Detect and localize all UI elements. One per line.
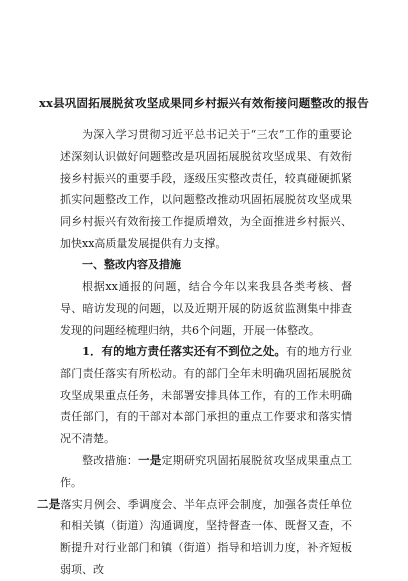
measures-paragraph <box>37 450 353 581</box>
section-paragraph: 根据xx通报的问题，结合今年以来我县各类考核、督导、暗访发现的问题，以及近期开展的防返贫监测集中排查发现的问题经梳理归纳，共6个问题，开展一体整改。 <box>60 280 352 337</box>
intro-paragraph: 为深入学习贯彻习近平总书记关于“三农”工作的重要论述深刻认识做好问题整改是巩固拓展脱贫攻坚成果、有效衔接乡村振兴的重要手段，逐级压实整改责任，较真碰硬抓紧抓实问题整改工作，以问题整改推动巩固拓展脱贫攻坚成果同乡村振兴有效衔接工作提质增效，为全面推进乡村振兴、加快xx高质量发展提供有力支撑。 <box>60 128 352 250</box>
measures-label: 整改措施： <box>82 454 139 467</box>
item-paragraph <box>60 341 352 450</box>
document-title: xx县巩固拓展脱贫攻坚成果同乡村振兴有效衔接问题整改的报告 <box>38 96 369 110</box>
item-lead: 1．有的地方责任落实还有不到位之处。 <box>82 344 286 358</box>
item-text: 有的地方行业部门责任落实有所松动。有的部门全年未明确巩固拓展脱贫攻坚成果重点任务，未部署安排具体工作，有的工作未明确责任部门，有的干部对本部门承担的重点工作要求和落实情况不清楚。 <box>60 345 353 446</box>
measures-lead: 一是 <box>138 453 162 467</box>
section-heading: 一、整改内容及措施 <box>82 258 181 271</box>
measures-text: 定期研究巩固拓展脱贫攻坚成果重点工作。 <box>60 454 353 489</box>
measures-text-2: 落实月例会、季调度会、半年点评会制度，加强各责任单位和相关镇（街道）沟通调度，坚持督查一体、既督又查，不断提升对行业部门和镇（街道）指导和培训力度，补齐短板弱项、改 <box>60 497 353 576</box>
measures-lead-2: 二是 <box>37 496 61 511</box>
